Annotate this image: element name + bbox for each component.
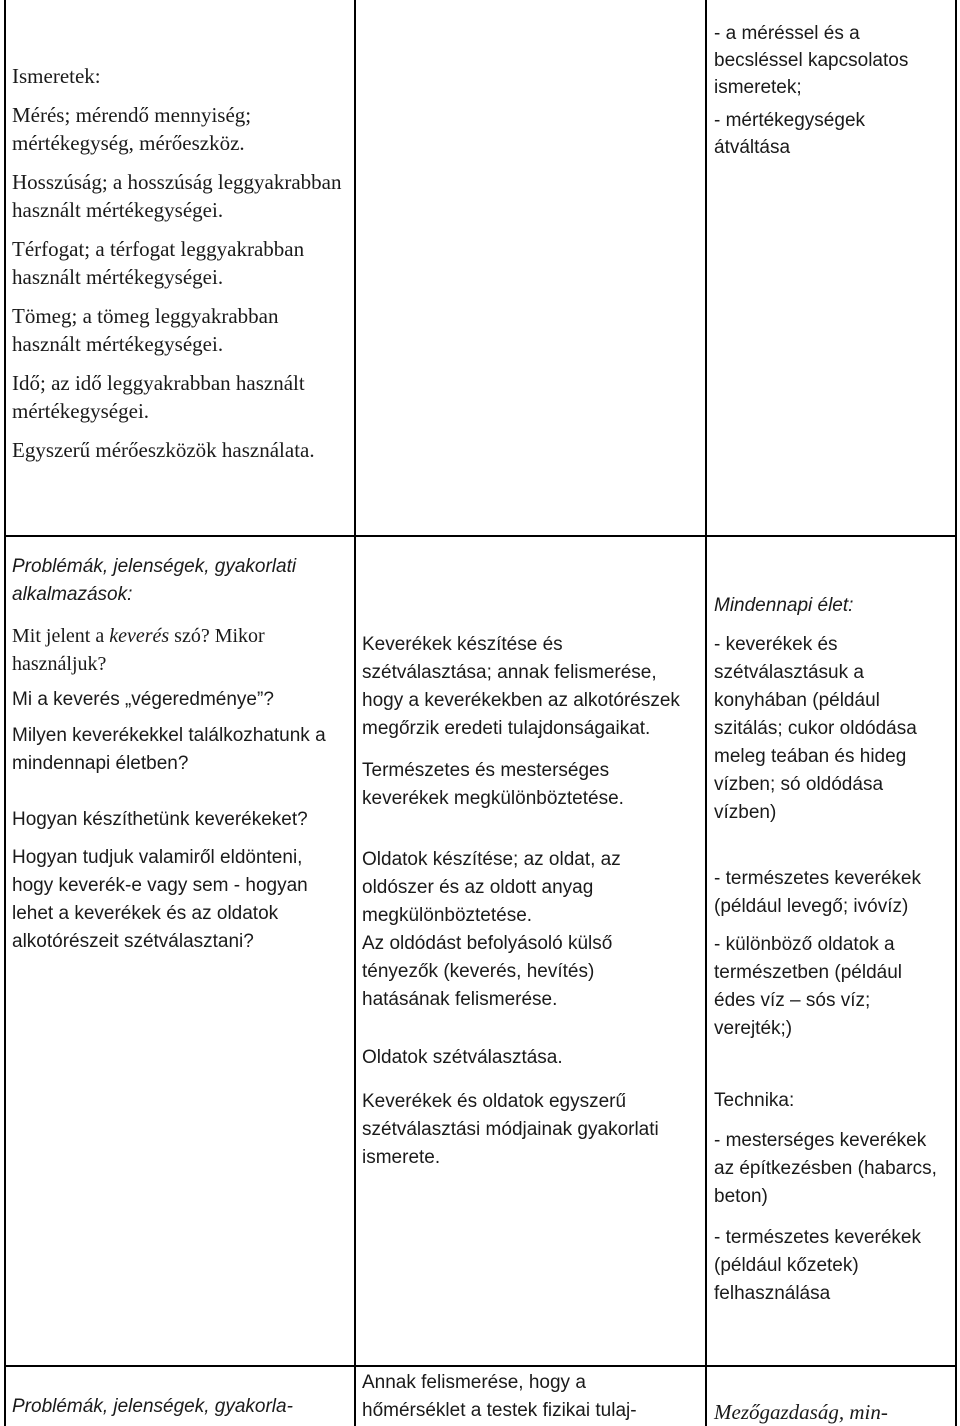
question-text: Mit jelent a: [12, 625, 110, 647]
column-divider-2: [705, 0, 707, 1426]
content-item: Keverékek készítése és szétválasztása; annak felismerése, hogy a keverékekben az alkotórészek megőrzik eredeti tulajdonságaikat.: [362, 634, 680, 739]
problem-question: Hogyan tudjuk valamiről eldönteni, hogy keverék-e vagy sem - hogyan lehet a keverékek és az oldatok alkotórészeit szétválasztani?: [12, 847, 308, 952]
problems-heading-continued: Problémák, jelenségek, gyakorla-: [12, 1396, 293, 1417]
column-divider-1: [354, 0, 356, 1426]
problem-question: Mi a keverés „végeredménye”?: [12, 689, 274, 710]
content-item: Keverékek és oldatok egyszerű szétválasztási módjainak gyakorlati ismerete.: [362, 1091, 659, 1168]
knowledge-item: Mérés; mérendő mennyiség; mértékegység, mérőeszköz.: [12, 103, 252, 155]
knowledge-item: Idő; az idő leggyakrabban használt mértékegységei.: [12, 371, 305, 423]
content-item: Oldatok szétválasztása.: [362, 1047, 563, 1068]
knowledge-item: Térfogat; a térfogat leggyakrabban használt mértékegységei.: [12, 237, 305, 289]
applications-cell: [714, 592, 940, 1319]
table-border-left: [4, 0, 6, 1426]
content-item: Oldatok készítése; az oldat, az oldószer és az oldott anyag megkülönböztetése.: [362, 849, 621, 926]
table-border-right: [955, 0, 957, 1426]
application-item: - különböző oldatok a természetben (például édes víz – sós víz; verejték;): [714, 934, 902, 1039]
problem-question: Hogyan készíthetünk keverékeket?: [12, 809, 308, 830]
knowledge-cell: [12, 62, 344, 475]
everyday-life-heading: Mindennapi élet:: [714, 595, 854, 616]
skill-item: - mértékegységek átváltása: [714, 110, 866, 158]
question-text: szó? Mikor használjuk?: [12, 625, 265, 675]
problems-cell: [12, 553, 348, 967]
problems-heading: Problémák, jelenségek, gyakorlati alkalmazások:: [12, 556, 297, 605]
content-item: Természetes és mesterséges keverékek megkülönböztetése.: [362, 760, 624, 809]
mixtures-content-cell: [362, 631, 680, 1183]
problem-question: Milyen keverékekkel találkozhatunk a mindennapi életben?: [12, 725, 326, 774]
application-item: - természetes keverékek (például levegő; ivóvíz): [714, 868, 921, 917]
application-item: - keverékek és szétválasztásuk a konyhában (például szitálás; cukor oldódása meleg teában és hideg vízben; só oldódása vízben): [714, 634, 917, 823]
knowledge-item: Tömeg; a tömeg leggyakrabban használt mértékegységei.: [12, 304, 279, 356]
application-item: - mesterséges keverékek az építkezésben (habarcs, beton): [714, 1130, 937, 1207]
row-divider-2: [4, 1365, 956, 1367]
knowledge-item: Egyszerű mérőeszközök használata.: [12, 438, 315, 462]
measurement-skills-cell: [714, 20, 936, 172]
agriculture-heading: Mezőgazdaság, min-: [714, 1400, 888, 1424]
knowledge-heading: Ismeretek:: [12, 64, 101, 88]
knowledge-item: Hosszúság; a hosszúság leggyakrabban használt mértékegységei.: [12, 170, 342, 222]
skill-item: - a méréssel és a becsléssel kapcsolatos ismeretek;: [714, 23, 909, 98]
technology-heading: Technika:: [714, 1090, 795, 1111]
keyword-text: keverés: [109, 625, 170, 647]
temperature-content-cell: Annak felismerése, hogy a hőmérséklet a testek fizikai tulaj-: [362, 1372, 637, 1421]
row-divider-1: [4, 535, 956, 537]
content-item: Az oldódást befolyásoló külső tényezők (keverés, hevítés) hatásának felismerése.: [362, 933, 613, 1010]
application-item: - természetes keverékek (például kőzetek) felhasználása: [714, 1227, 921, 1304]
problem-question: [12, 622, 348, 678]
